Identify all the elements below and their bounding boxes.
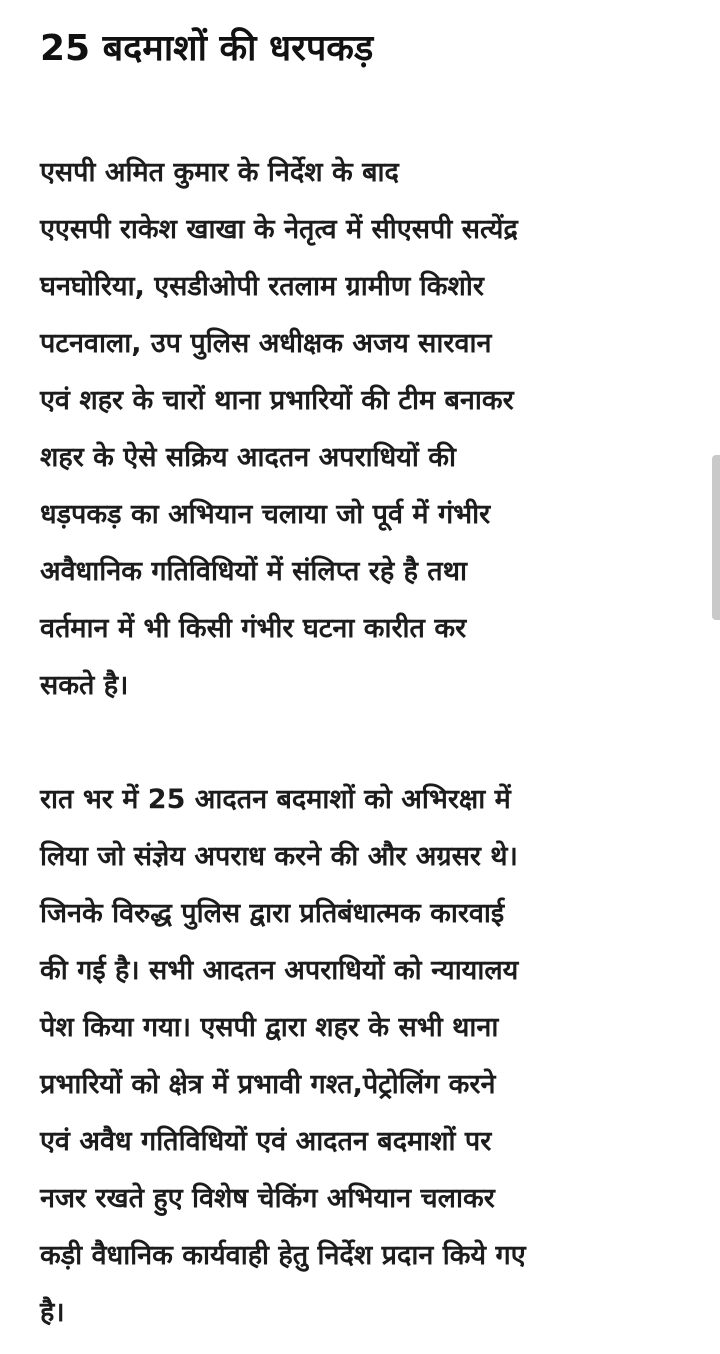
paragraph-line: कड़ी वैधानिक कार्यवाही हेतु निर्देश प्रदान किये गए: [40, 1240, 526, 1271]
article-paragraph-1: [40, 144, 690, 714]
paragraph-line: जिनके विरुद्ध पुलिस द्वारा प्रतिबंधात्मक कारवाई: [40, 898, 505, 929]
article-headline: 25 बदमाशों की धरपकड़: [40, 28, 374, 69]
paragraph-line: अवैधानिक गतिविधियों में संलिप्त रहे है तथा: [40, 556, 467, 587]
paragraph-line: पेश किया गया। एसपी द्वारा शहर के सभी थाना: [40, 1012, 499, 1043]
paragraph-line: सकते है।: [40, 670, 129, 701]
paragraph-line: एवं शहर के चारों थाना प्रभारियों की टीम बनाकर: [40, 385, 514, 416]
article: [40, 18, 690, 1341]
paragraph-line: लिया जो संज्ञेय अपराध करने की और अग्रसर थे।: [40, 841, 518, 872]
article-paragraph-2: [40, 771, 690, 1341]
paragraph-line: एसपी अमित कुमार के निर्देश के बाद: [40, 157, 399, 188]
paragraph-line: है।: [40, 1297, 65, 1328]
paragraph-line: प्रभारियों को क्षेत्र में प्रभावी गश्त,पेट्रोलिंग करने: [40, 1069, 496, 1100]
paragraph-line: घनघोरिया, एसडीओपी रतलाम ग्रामीण किशोर: [40, 271, 484, 302]
paragraph-line: पटनवाला, उप पुलिस अधीक्षक अजय सारवान: [40, 328, 492, 359]
paragraph-line: की गई है। सभी आदतन अपराधियों को न्यायालय: [40, 955, 519, 986]
paragraph-line: एवं अवैध गतिविधियों एवं आदतन बदमाशों पर: [40, 1126, 492, 1157]
paragraph-line: शहर के ऐसे सक्रिय आदतन अपराधियों की: [40, 442, 456, 473]
paragraph-line: नजर रखते हुए विशेष चेकिंग अभियान चलाकर: [40, 1183, 495, 1214]
paragraph-line: धड़पकड़ का अभियान चलाया जो पूर्व में गंभीर: [40, 499, 491, 530]
paragraph-line: एएसपी राकेश खाखा के नेतृत्व में सीएसपी सत्येंद्र: [40, 214, 518, 245]
paragraph-line: रात भर में 25 आदतन बदमाशों को अभिरक्षा में: [40, 784, 511, 815]
paragraph-line: वर्तमान में भी किसी गंभीर घटना कारीत कर: [40, 613, 467, 644]
scrollbar-thumb[interactable]: [712, 455, 720, 620]
